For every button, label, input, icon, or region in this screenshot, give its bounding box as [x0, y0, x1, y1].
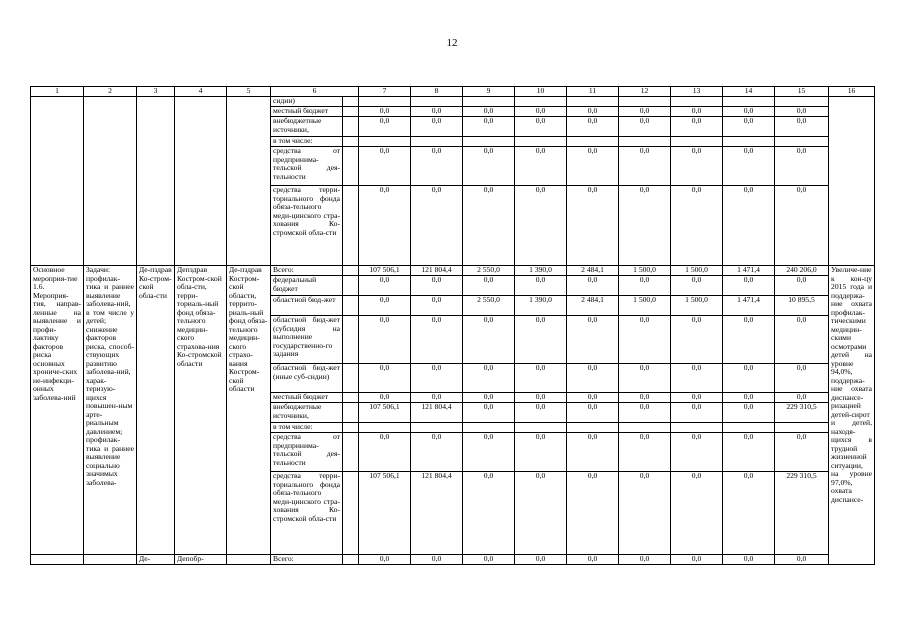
spacer-cell	[343, 97, 359, 107]
value-cell: 0,0	[671, 276, 723, 296]
value-cell: 0,0	[411, 117, 463, 137]
value-cell: 1 471,4	[723, 296, 775, 316]
value-cell: 0,0	[567, 276, 619, 296]
merged-cell	[137, 97, 175, 266]
value-cell: 0,0	[723, 393, 775, 403]
value-cell: 0,0	[723, 316, 775, 364]
value-cell: 0,0	[671, 316, 723, 364]
executors-cell: Депздрав Костром-ской обла-сти, терри-ториаль-ный фонд обяза-тельного медицин-ского страхова-ния Ко-стромской области	[175, 266, 227, 555]
value-cell: 0,0	[515, 117, 567, 137]
value-cell: 121 804,4	[411, 472, 463, 555]
tasks-cell: Задачи: профилак-тика и раннее выявление заболева-ний, в том числе у детей; снижение факторов риска, способ-ствующих развитию заболева-ний, харак-теризую-щихся повышен-ным арте-риальным давлением; профилак-тика и раннее выявление социально значимых заболева-	[84, 266, 137, 555]
value-cell	[671, 423, 723, 433]
spacer-cell	[343, 147, 359, 186]
value-cell: 0,0	[671, 186, 723, 266]
value-cell	[619, 137, 671, 147]
value-cell: 229 310,5	[775, 472, 829, 555]
column-header: 14	[723, 87, 775, 97]
column-header: 2	[84, 87, 137, 97]
value-cell: 0,0	[567, 147, 619, 186]
value-cell: 0,0	[723, 147, 775, 186]
value-cell: 0,0	[411, 393, 463, 403]
merged-cell	[31, 555, 84, 565]
value-cell: 107 506,1	[359, 403, 411, 423]
value-cell: 1 500,0	[671, 296, 723, 316]
value-cell: 0,0	[619, 316, 671, 364]
spacer-cell	[343, 137, 359, 147]
spacer-cell	[343, 186, 359, 266]
value-cell	[775, 137, 829, 147]
spacer-cell	[343, 316, 359, 364]
column-header: 11	[567, 87, 619, 97]
value-cell: 0,0	[775, 393, 829, 403]
column-header: 15	[775, 87, 829, 97]
value-cell: 0,0	[671, 364, 723, 393]
column-header: 8	[411, 87, 463, 97]
spacer-cell	[343, 555, 359, 565]
value-cell: 0,0	[619, 147, 671, 186]
header-row	[31, 87, 875, 97]
value-cell: 0,0	[359, 186, 411, 266]
value-cell: 0,0	[463, 147, 515, 186]
spacer-cell	[343, 393, 359, 403]
value-cell: 0,0	[619, 555, 671, 565]
value-cell: 2 550,0	[463, 296, 515, 316]
value-cell: 0,0	[515, 555, 567, 565]
value-cell: 0,0	[515, 364, 567, 393]
value-cell	[775, 423, 829, 433]
value-cell: 0,0	[411, 555, 463, 565]
value-cell	[671, 97, 723, 107]
value-cell	[411, 97, 463, 107]
value-cell	[619, 97, 671, 107]
page-number: 12	[446, 37, 458, 49]
value-cell: 0,0	[515, 433, 567, 472]
value-cell: 0,0	[619, 364, 671, 393]
value-cell: 1 390,0	[515, 296, 567, 316]
value-cell: 229 310,5	[775, 403, 829, 423]
merged-cell	[84, 555, 137, 565]
value-cell: 0,0	[411, 107, 463, 117]
value-cell: 0,0	[723, 276, 775, 296]
spacer-cell	[343, 296, 359, 316]
column-header: 3	[137, 87, 175, 97]
value-cell: 0,0	[671, 107, 723, 117]
value-cell: 0,0	[515, 276, 567, 296]
table-row	[31, 266, 875, 276]
value-cell: 0,0	[723, 403, 775, 423]
value-cell: 0,0	[463, 555, 515, 565]
value-cell: 0,0	[775, 433, 829, 472]
funding-source-cell: федеральный бюджет	[271, 276, 343, 296]
value-cell: 0,0	[671, 117, 723, 137]
value-cell: 0,0	[567, 316, 619, 364]
program-table	[30, 86, 875, 565]
value-cell: 107 506,1	[359, 266, 411, 276]
value-cell: 0,0	[463, 186, 515, 266]
value-cell: 0,0	[567, 393, 619, 403]
value-cell	[723, 423, 775, 433]
value-cell	[515, 423, 567, 433]
value-cell: 0,0	[515, 472, 567, 555]
value-cell: 0,0	[411, 316, 463, 364]
spacer-cell	[343, 107, 359, 117]
funding-source-cell: Всего:	[271, 555, 343, 565]
column-header: 12	[619, 87, 671, 97]
value-cell: 0,0	[463, 276, 515, 296]
funding-source-cell: областной бюд-жет (иные суб-сидии)	[271, 364, 343, 393]
spacer-cell	[343, 117, 359, 137]
spacer-cell	[343, 403, 359, 423]
value-cell: 0,0	[463, 316, 515, 364]
value-cell: 0,0	[411, 364, 463, 393]
value-cell: 0,0	[723, 364, 775, 393]
participants-cell: Де-пздрав Костром-ской области, террито-риаль-ный фонд обяза-тельного медицин-ского страхо-вания Костром-ской области	[227, 266, 271, 555]
value-cell: 0,0	[775, 316, 829, 364]
value-cell: 0,0	[359, 276, 411, 296]
value-cell: 0,0	[619, 276, 671, 296]
column-header: 9	[463, 87, 515, 97]
value-cell: 1 500,0	[619, 296, 671, 316]
value-cell: 0,0	[463, 433, 515, 472]
value-cell: 0,0	[723, 117, 775, 137]
value-cell: 0,0	[515, 107, 567, 117]
value-cell: 0,0	[567, 364, 619, 393]
funding-source-cell: внебюджетные источники,	[271, 117, 343, 137]
value-cell	[359, 137, 411, 147]
merged-cell	[175, 97, 227, 266]
value-cell: 0,0	[567, 117, 619, 137]
value-cell: 0,0	[671, 555, 723, 565]
value-cell: 0,0	[619, 107, 671, 117]
value-cell: 0,0	[671, 472, 723, 555]
funding-source-cell: средства терри-ториального фонда обяза-тельного меди-цинского стра-хования Ко-стромской обла-сти	[271, 472, 343, 555]
value-cell	[463, 423, 515, 433]
value-cell: 0,0	[723, 555, 775, 565]
value-cell: 0,0	[515, 403, 567, 423]
value-cell: 0,0	[463, 117, 515, 137]
value-cell: 0,0	[463, 472, 515, 555]
value-cell	[723, 137, 775, 147]
value-cell	[359, 423, 411, 433]
value-cell	[671, 137, 723, 147]
value-cell	[723, 97, 775, 107]
value-cell: 0,0	[411, 186, 463, 266]
value-cell: 0,0	[619, 117, 671, 137]
participants-cell	[227, 555, 271, 565]
expected-result-cell: Увеличе-ние к кон-цу 2015 года и поддержа-ние охвата профилак-тическими медицин-скими осмотрами детей на уровне 94,0%, поддержа-ние охвата диспансе-ризацией детей-сирот и детей, находя-щихся в трудной жизненной ситуации, на уровне 97,0%, охвата диспансе-	[829, 266, 875, 565]
column-header: 16	[829, 87, 875, 97]
value-cell: 0,0	[775, 147, 829, 186]
value-cell: 0,0	[619, 393, 671, 403]
value-cell: 0,0	[567, 107, 619, 117]
funding-source-cell: внебюджетные источники,	[271, 403, 343, 423]
value-cell: 240 206,0	[775, 266, 829, 276]
value-cell	[359, 97, 411, 107]
value-cell: 1 500,0	[671, 266, 723, 276]
value-cell: 0,0	[359, 117, 411, 137]
value-cell: 10 895,5	[775, 296, 829, 316]
column-header: 13	[671, 87, 723, 97]
value-cell	[567, 137, 619, 147]
value-cell	[515, 97, 567, 107]
value-cell: 0,0	[463, 403, 515, 423]
value-cell: 0,0	[515, 186, 567, 266]
value-cell: 0,0	[775, 364, 829, 393]
value-cell: 0,0	[359, 393, 411, 403]
spacer-cell	[343, 472, 359, 555]
value-cell: 0,0	[671, 393, 723, 403]
funding-source-cell: средства терри-ториального фонда обяза-тельного меди-цинского стра-хования Ко-стромской обла-сти	[271, 186, 343, 266]
value-cell: 0,0	[723, 433, 775, 472]
merged-cell	[829, 97, 875, 266]
funding-source-cell: сидии)	[271, 97, 343, 107]
value-cell: 0,0	[463, 107, 515, 117]
value-cell: 121 804,4	[411, 403, 463, 423]
value-cell: 0,0	[411, 296, 463, 316]
value-cell: 0,0	[359, 555, 411, 565]
value-cell	[411, 137, 463, 147]
value-cell: 0,0	[463, 393, 515, 403]
value-cell: 0,0	[775, 555, 829, 565]
funding-source-cell: областной бюд-жет	[271, 296, 343, 316]
column-header: 7	[359, 87, 411, 97]
value-cell: 0,0	[359, 107, 411, 117]
value-cell: 0,0	[411, 433, 463, 472]
value-cell: 0,0	[723, 107, 775, 117]
value-cell: 0,0	[671, 433, 723, 472]
value-cell: 0,0	[671, 147, 723, 186]
spacer-cell	[343, 364, 359, 393]
funding-source-cell: местный бюджет	[271, 393, 343, 403]
value-cell	[463, 97, 515, 107]
spacer-cell	[343, 423, 359, 433]
column-header: 1	[31, 87, 84, 97]
activity-cell: Основное мероприя-тие 1.6. Мероприя-тия, направ-ленные на выявление и профи-лактику факторов риска основных хрониче-ских не-инфекци-онных заболева-ний	[31, 266, 84, 555]
value-cell: 0,0	[359, 316, 411, 364]
value-cell: 0,0	[567, 555, 619, 565]
value-cell: 0,0	[567, 186, 619, 266]
value-cell: 0,0	[515, 316, 567, 364]
value-cell: 0,0	[775, 107, 829, 117]
value-cell: 0,0	[671, 403, 723, 423]
value-cell: 0,0	[775, 117, 829, 137]
responsible-cell: Де-	[137, 555, 175, 565]
value-cell: 0,0	[359, 147, 411, 186]
funding-source-cell: средства от предпринима-тельской дея-тельности	[271, 147, 343, 186]
value-cell: 0,0	[567, 403, 619, 423]
value-cell: 2 484,1	[567, 296, 619, 316]
value-cell: 1 390,0	[515, 266, 567, 276]
value-cell: 0,0	[411, 276, 463, 296]
value-cell	[411, 423, 463, 433]
funding-source-cell: местный бюджет	[271, 107, 343, 117]
value-cell: 1 471,4	[723, 266, 775, 276]
value-cell	[463, 137, 515, 147]
spacer-cell	[343, 276, 359, 296]
value-cell: 107 506,1	[359, 472, 411, 555]
value-cell: 0,0	[567, 433, 619, 472]
value-cell: 0,0	[775, 186, 829, 266]
value-cell	[567, 97, 619, 107]
value-cell	[619, 423, 671, 433]
value-cell: 2 484,1	[567, 266, 619, 276]
value-cell: 0,0	[411, 147, 463, 186]
funding-source-cell: областной бюд-жет (субсидия на выполнение государственно-го задания	[271, 316, 343, 364]
funding-source-cell: Всего:	[271, 266, 343, 276]
funding-source-cell: средства от предпринима-тельской дея-тельности	[271, 433, 343, 472]
executors-cell: Депобр-	[175, 555, 227, 565]
value-cell: 0,0	[775, 276, 829, 296]
spacer-cell	[343, 266, 359, 276]
value-cell: 0,0	[567, 472, 619, 555]
spacer-cell	[343, 433, 359, 472]
value-cell: 0,0	[619, 186, 671, 266]
value-cell: 0,0	[463, 364, 515, 393]
merged-cell	[227, 97, 271, 266]
value-cell: 1 500,0	[619, 266, 671, 276]
value-cell: 0,0	[723, 186, 775, 266]
value-cell	[515, 137, 567, 147]
value-cell: 2 550,0	[463, 266, 515, 276]
table-row	[31, 555, 875, 565]
column-header: 6	[271, 87, 359, 97]
value-cell: 0,0	[619, 472, 671, 555]
column-header: 10	[515, 87, 567, 97]
merged-cell	[84, 97, 137, 266]
value-cell: 121 804,4	[411, 266, 463, 276]
column-header: 5	[227, 87, 271, 97]
value-cell: 0,0	[619, 433, 671, 472]
funding-source-cell: в том числе:	[271, 137, 343, 147]
value-cell: 0,0	[619, 403, 671, 423]
value-cell	[567, 423, 619, 433]
value-cell: 0,0	[515, 393, 567, 403]
value-cell	[775, 97, 829, 107]
column-header: 4	[175, 87, 227, 97]
value-cell: 0,0	[515, 147, 567, 186]
value-cell: 0,0	[359, 296, 411, 316]
value-cell: 0,0	[359, 364, 411, 393]
value-cell: 0,0	[359, 433, 411, 472]
table-row	[31, 97, 875, 107]
funding-source-cell: в том числе:	[271, 423, 343, 433]
merged-cell	[31, 97, 84, 266]
responsible-cell: Де-пздрав Ко-стром-ской обла-сти	[137, 266, 175, 555]
value-cell: 0,0	[723, 472, 775, 555]
